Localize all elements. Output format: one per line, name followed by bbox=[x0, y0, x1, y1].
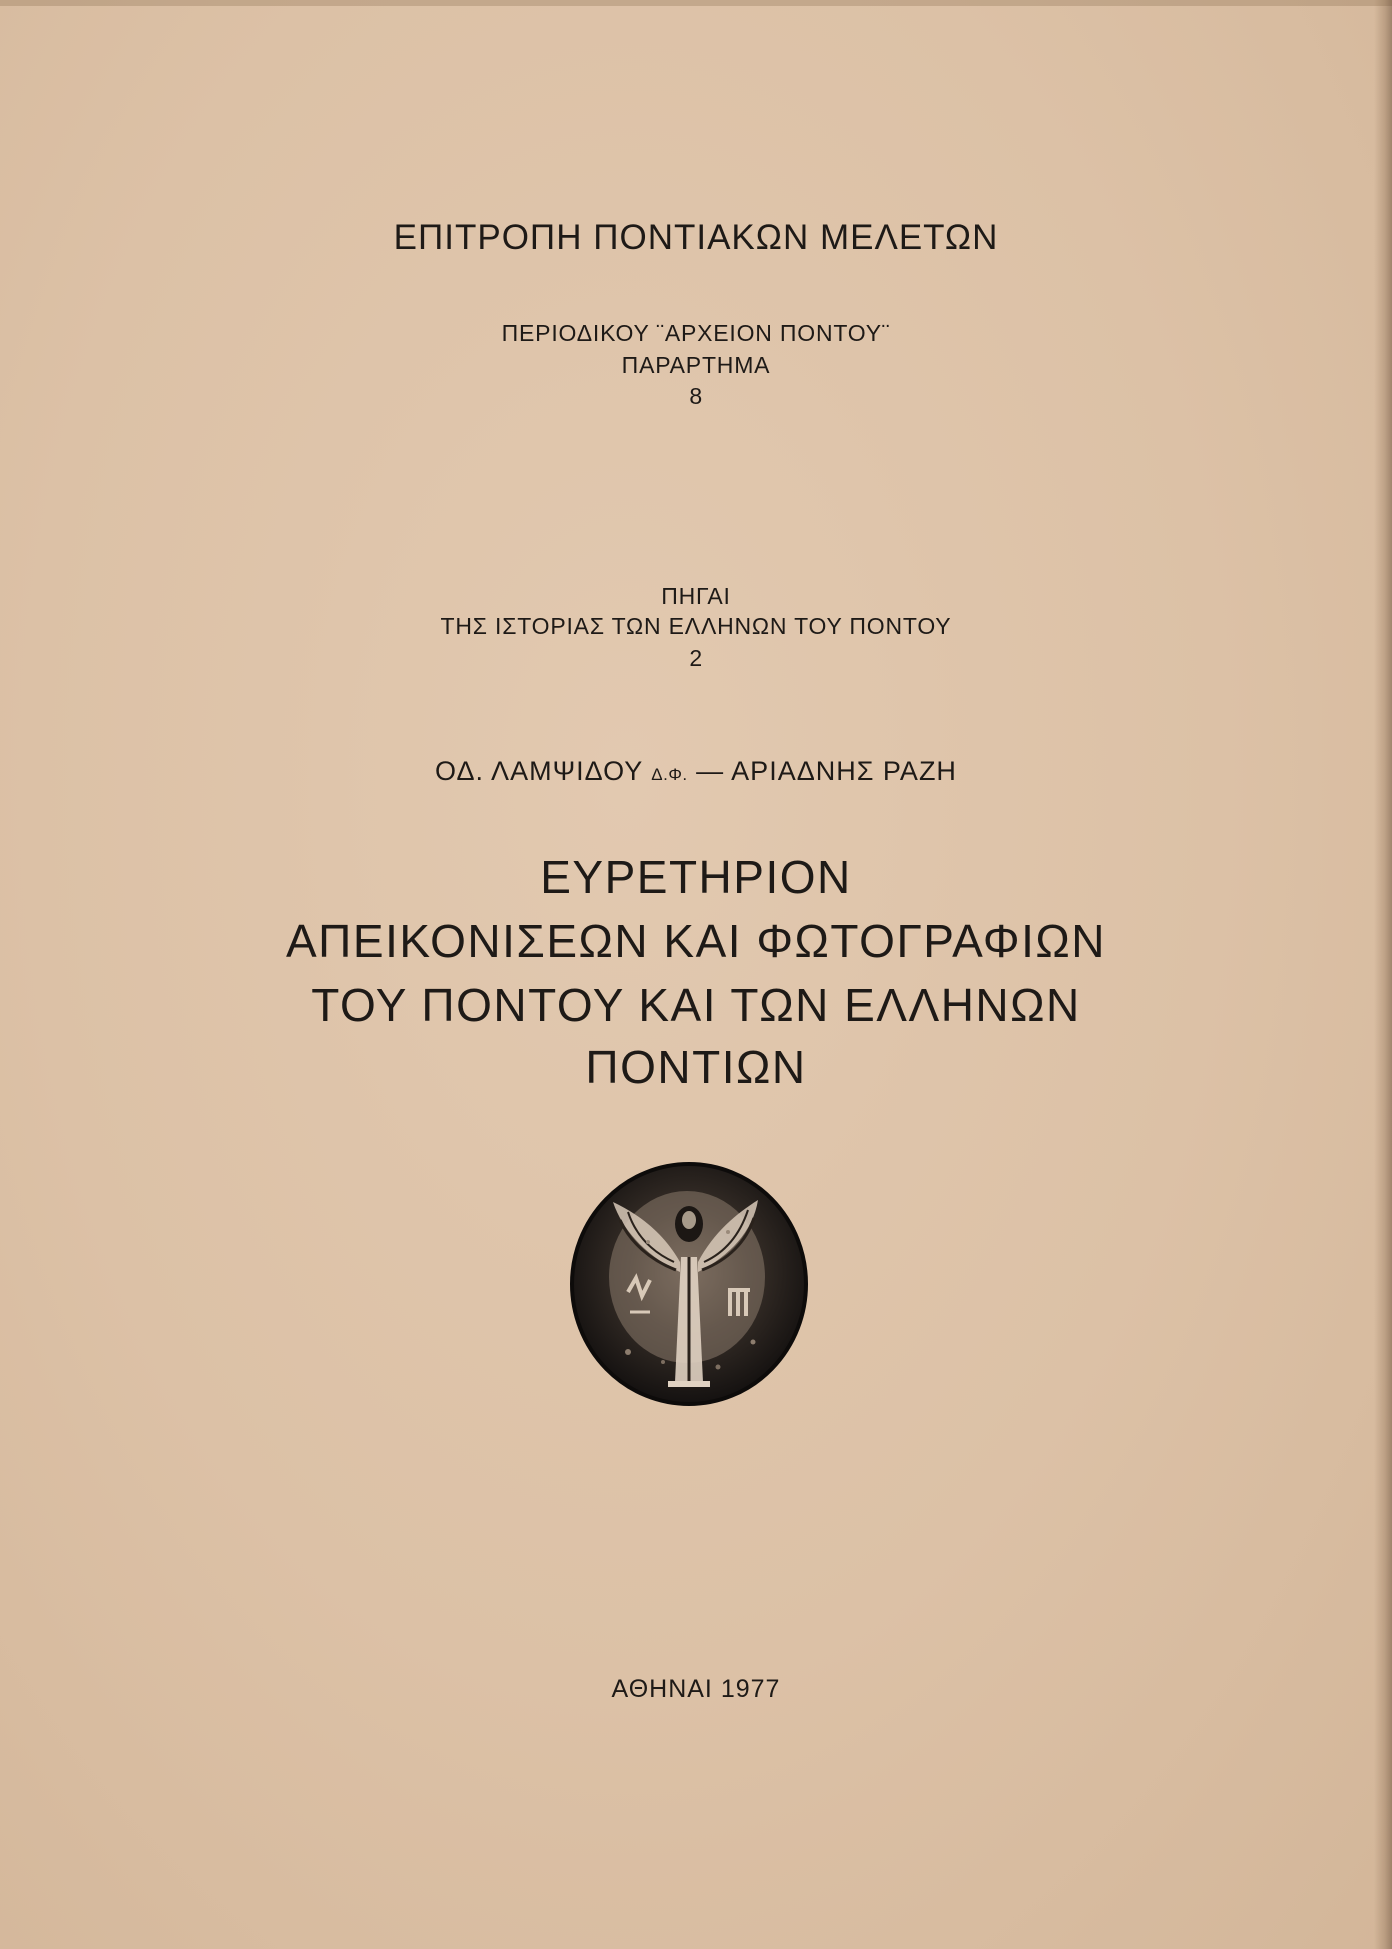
series-title: ΠΕΡΙΟΔΙΚΟΥ ¨ΑΡΧΕΙΟΝ ΠΟΝΤΟΥ¨ bbox=[501, 320, 891, 346]
author-2: ΑΡΙΑΔΝΗΣ ΡΑΖΗ bbox=[731, 756, 957, 786]
book-title-line-1: ΕΥΡΕΤΗΡΙΟΝ bbox=[540, 851, 852, 903]
place-and-year: ΑΘΗΝΑΙ 1977 bbox=[611, 1675, 781, 1703]
series-supplement-label: ΠΑΡΑΡΤΗΜΑ bbox=[621, 352, 771, 378]
page-edge-right bbox=[1374, 0, 1392, 1949]
book-title-line-3: ΤΟΥ ΠΟΝΤΟΥ ΚΑΙ ΤΩΝ ΕΛΛΗΝΩΝ bbox=[311, 979, 1081, 1031]
series-number: 8 bbox=[689, 383, 703, 409]
book-title-line-2: ΑΠΕΙΚΟΝΙΣΕΩΝ ΚΑΙ ΦΩΤΟΓΡΑΦΙΩΝ bbox=[285, 915, 1107, 967]
subseries-subtitle: ΤΗΣ ΙΣΤΟΡΙΑΣ ΤΩΝ ΕΛΛΗΝΩΝ ΤΟΥ ΠΟΝΤΟΥ bbox=[440, 613, 952, 639]
publisher-name: ΕΠΙΤΡΟΠΗ ΠΟΝΤΙΑΚΩΝ ΜΕΛΕΤΩΝ bbox=[393, 218, 999, 257]
authors-line bbox=[0, 756, 1392, 787]
author-1: ΟΔ. ΛΑΜΨΙΔΟΥ bbox=[435, 756, 643, 786]
coin-emblem-icon bbox=[568, 1162, 810, 1406]
page-edge-top bbox=[0, 0, 1392, 6]
book-title-line-4: ΠΟΝΤΙΩΝ bbox=[585, 1041, 807, 1093]
subseries-number: 2 bbox=[689, 645, 703, 671]
author-1-degree: Δ.Φ. bbox=[651, 765, 688, 784]
subseries-title: ΠΗΓΑΙ bbox=[661, 583, 731, 609]
author-separator: — bbox=[696, 756, 725, 786]
